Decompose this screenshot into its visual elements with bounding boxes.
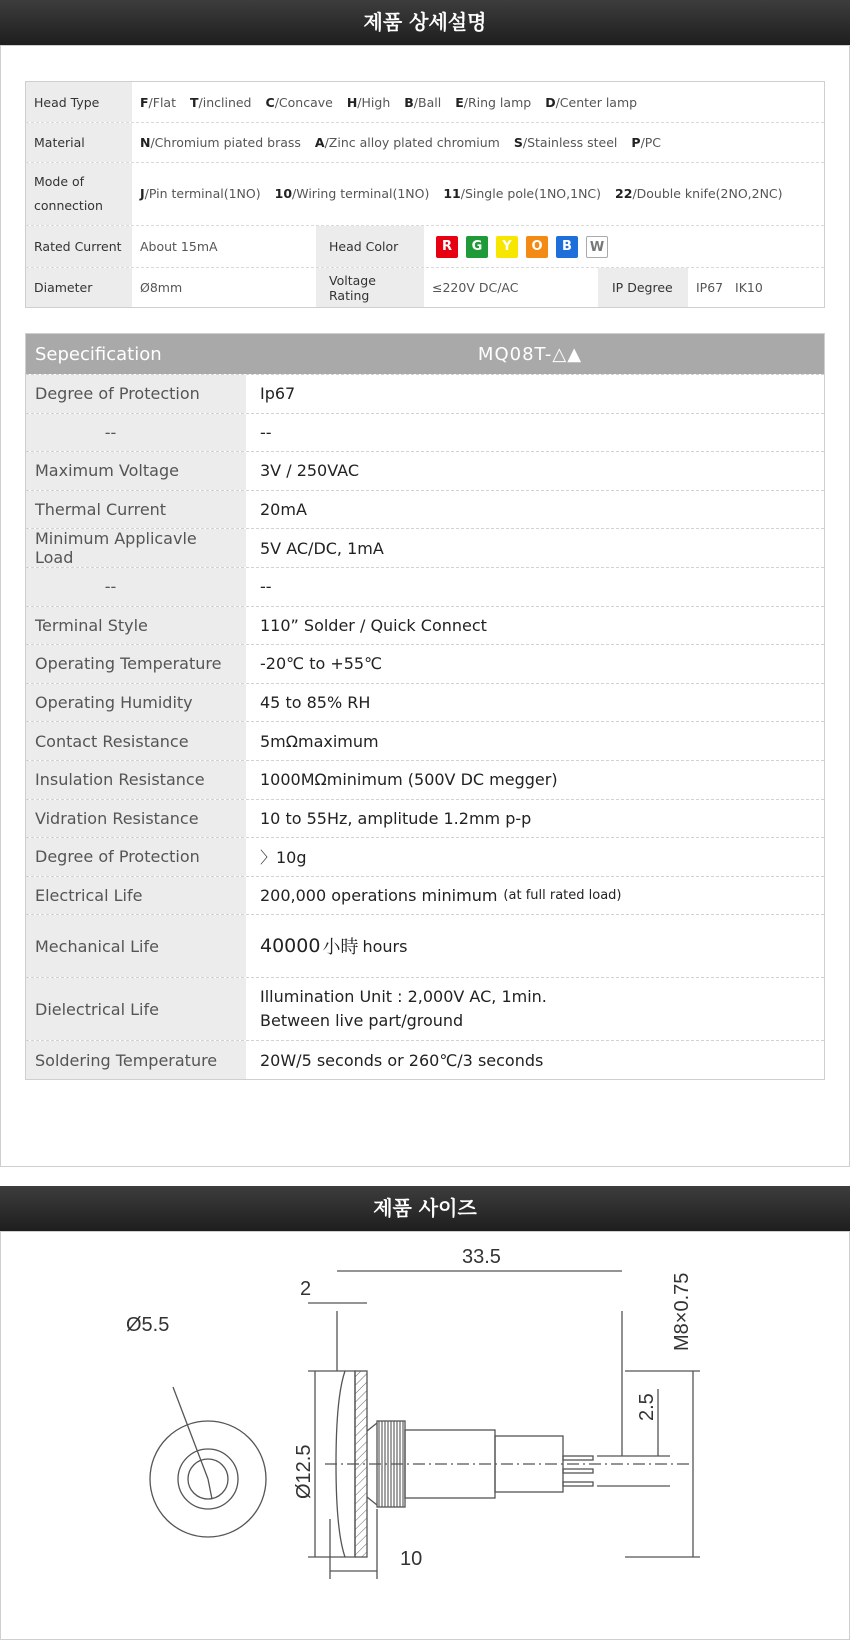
size-banner: 제품 사이즈 <box>0 1186 850 1231</box>
mode-values <box>132 163 824 225</box>
spec-label: Operating Temperature <box>26 645 246 683</box>
spec-row <box>26 567 824 606</box>
dim-nut: 10 <box>400 1548 423 1570</box>
label-diameter: Diameter <box>26 268 132 307</box>
spec-row <box>26 1040 824 1079</box>
row-current-color <box>26 225 824 267</box>
options-table <box>25 81 825 308</box>
spec-label: Operating Humidity <box>26 684 246 722</box>
spec-label: Insulation Resistance <box>26 761 246 799</box>
spec-row <box>26 644 824 683</box>
spec-row <box>26 760 824 799</box>
spec-value: 45 to 85% RH <box>260 693 371 713</box>
option-item: F/Flat <box>140 94 176 110</box>
spec-label: -- <box>26 414 246 452</box>
option-item: S/Stainless steel <box>513 135 618 150</box>
spec-value: -- <box>260 577 272 597</box>
diameter-value: Ø8mm <box>140 280 183 295</box>
spec-value: 20W/5 seconds or 260℃/3 seconds <box>260 1050 544 1070</box>
spec-label: Contact Resistance <box>26 722 246 760</box>
spec-row <box>26 683 824 722</box>
row-mode <box>26 162 824 225</box>
color-swatch-b[interactable]: B <box>556 236 578 258</box>
spec-label: -- <box>26 568 246 606</box>
spec-label: Thermal Current <box>26 491 246 529</box>
spec-label: Mechanical Life <box>26 915 246 977</box>
rated-current-value: About 15mA <box>140 239 218 254</box>
option-item: J/Pin terminal(1NO) <box>140 186 261 201</box>
spec-row <box>26 451 824 490</box>
color-swatch-w[interactable]: W <box>586 236 608 258</box>
color-swatch-g[interactable]: G <box>466 236 488 258</box>
spec-row <box>26 977 824 1040</box>
label-mode-1: Mode of <box>34 174 85 189</box>
row-material <box>26 122 824 162</box>
label-material: Material <box>26 123 132 162</box>
ip-degree-value: IP67 IK10 <box>696 280 763 295</box>
spec-label: Degree of Protection <box>26 838 246 876</box>
spec-row <box>26 490 824 529</box>
spec-value: 5V AC/DC, 1mA <box>260 538 384 558</box>
label-mode <box>26 163 132 225</box>
spec-value: Ip67 <box>260 384 296 404</box>
option-item: 11/Single pole(1NO,1NC) <box>443 186 602 201</box>
spec-row <box>26 876 824 915</box>
dim-flange: 2 <box>300 1278 312 1300</box>
dim-front-diameter: Ø5.5 <box>126 1314 170 1336</box>
spec-header-model: MQ08T-△▲ <box>477 343 583 365</box>
spec-header-label: Sepecification <box>35 343 162 365</box>
label-head-color: Head Color <box>316 226 424 267</box>
option-item: 22/Double knife(2NO,2NC) <box>615 186 783 201</box>
spec-value: 5mΩmaximum <box>260 731 379 751</box>
color-swatch-o[interactable]: O <box>526 236 548 258</box>
option-item: 10/Wiring terminal(1NO) <box>274 186 430 201</box>
color-swatch-r[interactable]: R <box>436 236 458 258</box>
row-head-type <box>26 82 824 122</box>
spec-label: Minimum Applicavle Load <box>26 529 246 567</box>
spec-row <box>26 799 824 838</box>
option-item: E/Ring lamp <box>455 94 532 110</box>
label-rated-current: Rated Current <box>26 226 132 267</box>
head-type-values <box>132 82 824 122</box>
option-item: H/High <box>346 94 391 110</box>
voltage-rating-value: ≤220V DC/AC <box>432 280 519 295</box>
option-item: B/Ball <box>404 94 442 110</box>
spec-row <box>26 606 824 645</box>
option-item: C/Concave <box>265 94 333 110</box>
spec-label: Vidration Resistance <box>26 800 246 838</box>
option-item: T/inclined <box>189 94 252 110</box>
spec-value: 200,000 operations minimum (at full rated load) <box>260 886 622 906</box>
spec-label: Maximum Voltage <box>26 452 246 490</box>
material-values <box>132 123 824 162</box>
spec-value: 〉10g <box>260 848 307 868</box>
option-item: D/Center lamp <box>545 94 638 110</box>
row-diameter <box>26 267 824 307</box>
spec-header <box>26 334 824 374</box>
spec-row <box>26 837 824 876</box>
spec-label: Dielectrical Life <box>26 978 246 1040</box>
option-item: P/PC <box>631 135 662 150</box>
head-color-swatches <box>424 226 824 267</box>
dim-head-diameter: Ø12.5 <box>293 1444 315 1499</box>
spec-value: 20mA <box>260 500 307 520</box>
label-mode-2: connection <box>34 198 103 213</box>
spec-value: -20℃ to +55℃ <box>260 654 383 674</box>
spec-table <box>25 333 825 1080</box>
dimension-drawing <box>0 1231 850 1640</box>
color-swatch-y[interactable]: Y <box>496 236 518 258</box>
spec-value: -- <box>260 422 272 442</box>
detail-banner: 제품 상세설명 <box>0 0 850 45</box>
spec-value: 110” Solder / Quick Connect <box>260 615 487 635</box>
spec-row <box>26 374 824 413</box>
option-item: N/Chromium piated brass <box>140 135 301 150</box>
label-voltage-rating: Voltage Rating <box>316 268 424 307</box>
dim-length: 33.5 <box>462 1246 501 1268</box>
spec-value: Illumination Unit : 2,000V AC, 1min. Between live part/ground <box>260 987 547 1031</box>
spec-label: Terminal Style <box>26 607 246 645</box>
spec-rows <box>26 374 824 1079</box>
spec-row <box>26 528 824 567</box>
option-item: A/Zinc alloy plated chromium <box>314 135 500 150</box>
spec-label: Degree of Protection <box>26 375 246 413</box>
spec-label: Soldering Temperature <box>26 1041 246 1079</box>
spec-label: Electrical Life <box>26 877 246 915</box>
dim-thread: M8×0.75 <box>671 1272 693 1351</box>
dim-pin: 2.5 <box>636 1393 658 1421</box>
spec-value: 3V / 250VAC <box>260 461 359 481</box>
spec-value: 1000MΩminimum (500V DC megger) <box>260 770 558 790</box>
label-head-type: Head Type <box>26 82 132 122</box>
spec-row <box>26 413 824 452</box>
spec-row <box>26 721 824 760</box>
spec-row <box>26 914 824 977</box>
spec-value: 40000 小時 hours <box>260 935 408 959</box>
spec-value: 10 to 55Hz, amplitude 1.2mm p-p <box>260 808 532 828</box>
label-ip-degree: IP Degree <box>598 268 688 307</box>
